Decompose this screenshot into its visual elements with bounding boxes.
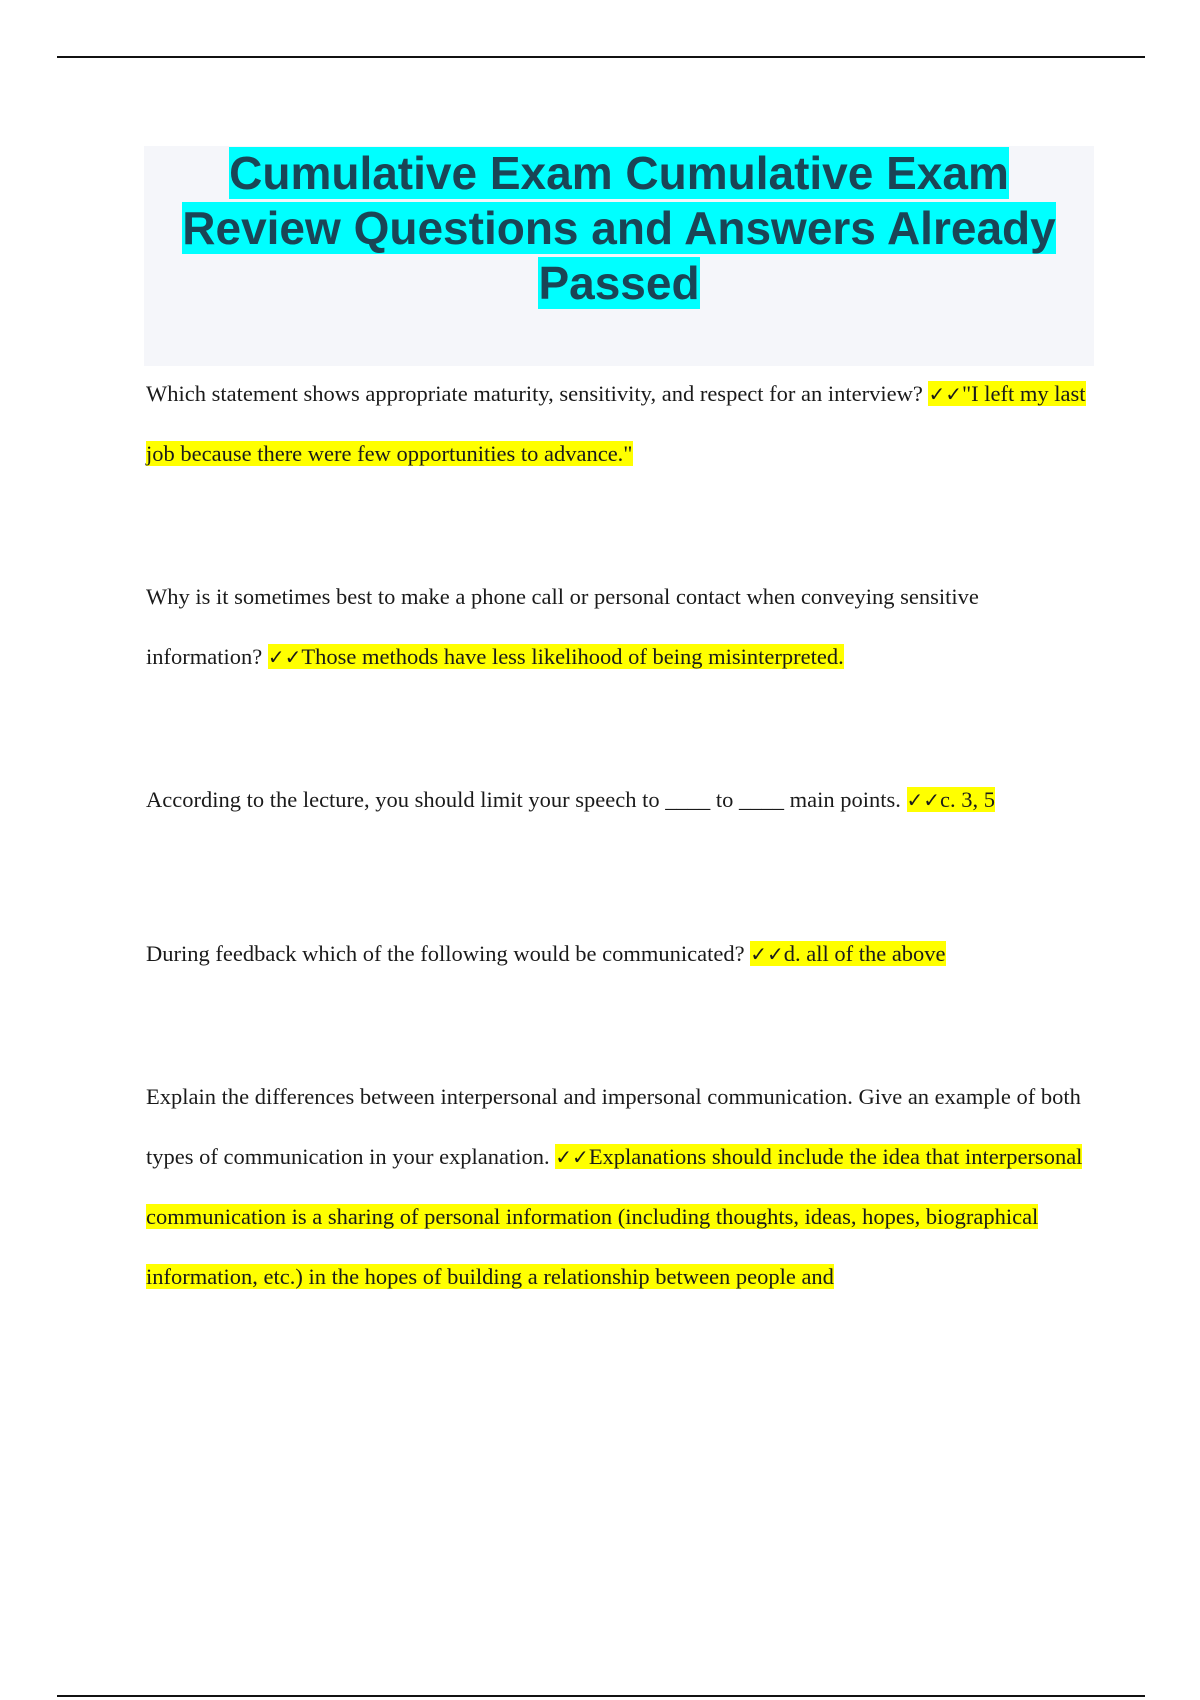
- answer-highlight: [907, 787, 996, 812]
- footer-rule: [57, 1695, 1145, 1697]
- question-text: During feedback which of the following would be communicated?: [146, 941, 745, 966]
- answer-text: c. 3, 5: [940, 787, 996, 812]
- answer-highlight: [750, 941, 945, 966]
- qa-item: [146, 770, 1096, 830]
- qa-item: [146, 1067, 1096, 1307]
- qa-item: [146, 567, 1096, 687]
- question-text: Which statement shows appropriate maturity, sensitivity, and respect for an interview?: [146, 381, 923, 406]
- title-box: [144, 146, 1094, 366]
- answer-text: "I left my last job because there were few opportunities to advance.": [146, 381, 1086, 466]
- qa-list: [146, 364, 1096, 1307]
- qa-item: [146, 924, 1096, 984]
- answer-text: Those methods have less likelihood of being misinterpreted.: [301, 644, 844, 669]
- check-icon: ✓✓: [555, 1145, 589, 1169]
- check-icon: ✓✓: [928, 382, 962, 406]
- check-icon: ✓✓: [750, 942, 784, 966]
- question-text: Why is it sometimes best to make a phone call or personal contact when conveying sensitive information?: [146, 584, 979, 669]
- document-title: Cumulative Exam Cumulative Exam Review Questions and Answers Already Passed: [182, 147, 1056, 309]
- check-icon: ✓✓: [267, 645, 302, 669]
- question-text: Explain the differences between interpersonal and impersonal communication. Give an example of both types of communication in your explanation.: [146, 1084, 1081, 1169]
- check-icon: ✓✓: [906, 788, 941, 812]
- question-text: According to the lecture, you should limit your speech to ____ to ____ main points.: [146, 787, 901, 812]
- answer-text: Explanations should include the idea that interpersonal communication is a sharing of personal information (including thoughts, ideas, hopes, biographical information, etc.) in the hopes of building a relationship between people and: [146, 1144, 1083, 1289]
- answer-text: d. all of the above: [783, 941, 946, 966]
- header-rule: [57, 56, 1145, 58]
- qa-item: [146, 364, 1096, 484]
- answer-highlight: [268, 644, 844, 669]
